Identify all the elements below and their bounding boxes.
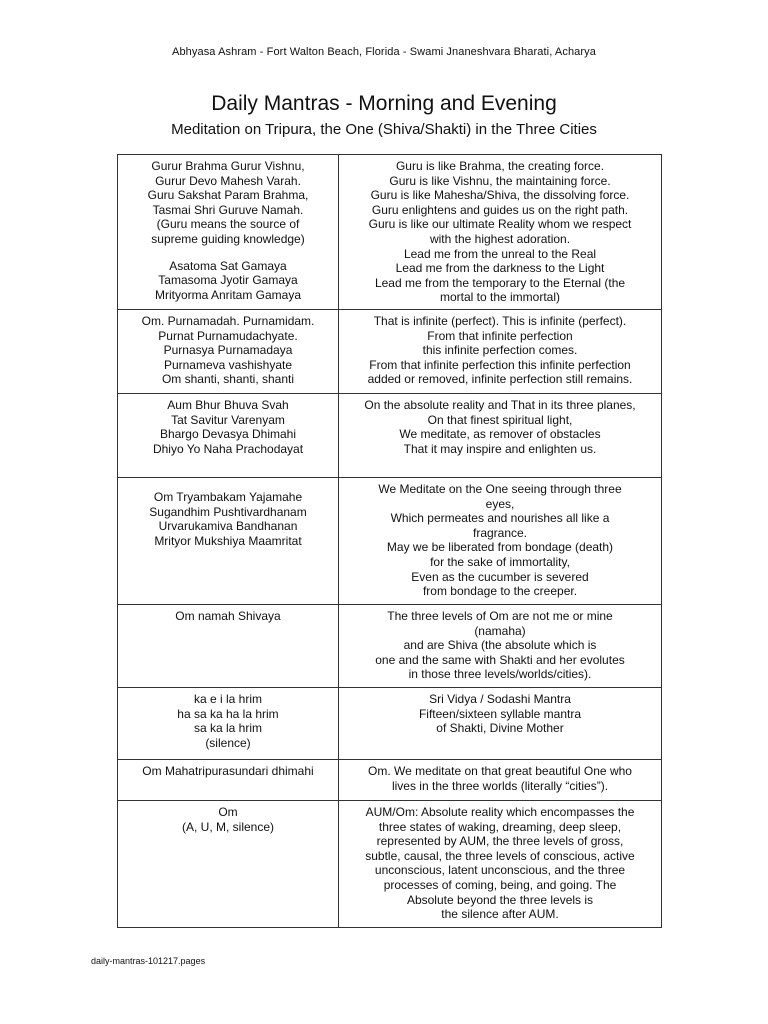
sanskrit-line: Asatoma Sat Gamaya <box>169 258 287 273</box>
sanskrit-line: Om Mahatripurasundari dhimahi <box>142 764 314 778</box>
sanskrit-line: (silence) <box>205 735 251 750</box>
translation-line: AUM/Om: Absolute reality which encompasses the <box>365 805 635 819</box>
sanskrit-line: Gurur Brahma Gurur Vishnu, <box>151 159 305 173</box>
translation-line: with the highest adoration. <box>429 231 571 246</box>
sanskrit-line: Sugandhim Pushtivardhanam <box>149 504 307 519</box>
table-row <box>118 310 662 394</box>
sanskrit-line: ha sa ka ha la hrim <box>177 706 279 721</box>
translation-line: Guru is like Vishnu, the maintaining force. <box>389 173 611 188</box>
translation-line: Guru is like Brahma, the creating force. <box>395 159 605 173</box>
translation-line: eyes, <box>485 496 515 511</box>
translation-line: (namaha) <box>474 623 526 638</box>
translation-line: That it may inspire and enlighten us. <box>403 441 597 456</box>
sanskrit-cell <box>118 605 339 688</box>
sanskrit-line: Om namah Shivaya <box>175 609 281 623</box>
sanskrit-line: Om Tryambakam Yajamahe <box>153 490 303 504</box>
table-row <box>118 155 662 310</box>
table-row <box>118 760 662 801</box>
translation-line: Lead me from the temporary to the Eternal (the <box>374 275 626 290</box>
sanskrit-line: Mrityor Mukshiya Maamritat <box>154 533 302 548</box>
translation-line: Absolute beyond the three levels is <box>406 892 594 907</box>
translation-cell <box>339 760 662 801</box>
sanskrit-cell <box>118 760 339 801</box>
sanskrit-line: Om shanti, shanti, shanti <box>161 372 295 387</box>
translation-cell <box>339 394 662 478</box>
sanskrit-line: Gurur Devo Mahesh Varah. <box>155 173 301 188</box>
line-gap <box>124 247 332 259</box>
sanskrit-cell <box>118 310 339 394</box>
sanskrit-line: supreme guiding knowledge) <box>151 231 305 246</box>
translation-line: from bondage to the creeper. <box>422 584 578 599</box>
translation-line: mortal to the immortal) <box>439 290 561 305</box>
translation-line: one and the same with Shakti and her evolutes <box>375 652 625 667</box>
translation-cell <box>339 688 662 760</box>
sanskrit-line: Purnasya Purnamadaya <box>163 343 293 358</box>
translation-line: We meditate, as remover of obstacles <box>399 427 601 442</box>
sanskrit-line: Om <box>218 805 238 819</box>
table-row <box>118 801 662 928</box>
translation-cell <box>339 478 662 605</box>
translation-line: Guru enlightens and guides us on the right path. <box>371 202 629 217</box>
page-header: Abhyasa Ashram - Fort Walton Beach, Florida - Swami Jnaneshvara Bharati, Acharya <box>172 46 596 58</box>
page-subtitle: Meditation on Tripura, the One (Shiva/Shakti) in the Three Cities <box>171 121 597 138</box>
translation-line: On the absolute reality and That in its three planes, <box>364 398 636 412</box>
translation-line: May we be liberated from bondage (death) <box>386 540 614 555</box>
translation-line: Lead me from the darkness to the Light <box>395 261 605 276</box>
translation-line: unconscious, latent unconscious, and the three <box>374 863 626 878</box>
table-row <box>118 394 662 478</box>
translation-line: lives in the three worlds (literally “cities”). <box>391 778 609 793</box>
translation-line: subtle, causal, the three levels of conscious, active <box>365 848 635 863</box>
translation-line: represented by AUM, the three levels of gross, <box>376 834 624 849</box>
table-row <box>118 605 662 688</box>
translation-line: On that finest spiritual light, <box>427 412 573 427</box>
translation-line: of Shakti, Divine Mother <box>436 721 564 736</box>
translation-line: Guru is like Mahesha/Shiva, the dissolving force. <box>370 188 630 203</box>
sanskrit-cell <box>118 688 339 760</box>
translation-line: From that infinite perfection this infinite perfection <box>369 357 631 372</box>
sanskrit-line: Tat Savitur Varenyam <box>171 412 285 427</box>
sanskrit-cell <box>118 155 339 310</box>
sanskrit-line: Dhiyo Yo Naha Prachodayat <box>152 441 304 456</box>
sanskrit-line: ka e i la hrim <box>193 692 263 706</box>
translation-line: Sri Vidya / Sodashi Mantra <box>429 692 571 706</box>
sanskrit-cell <box>118 801 339 928</box>
translation-cell <box>339 310 662 394</box>
translation-line: The three levels of Om are not me or mine <box>387 609 613 623</box>
sanskrit-line: Purnat Purnamudachyate. <box>158 328 298 343</box>
page-title: Daily Mantras - Morning and Evening <box>211 92 557 115</box>
sanskrit-cell <box>118 394 339 478</box>
translation-line: for the sake of immortality, <box>430 554 570 569</box>
translation-line: this infinite perfection comes. <box>422 343 578 358</box>
translation-line: Which permeates and nourishes all like a <box>390 511 610 526</box>
translation-line: Even as the cucumber is severed <box>411 569 589 584</box>
translation-line: the silence after AUM. <box>441 907 559 922</box>
translation-line: Om. We meditate on that great beautiful One who <box>368 764 632 778</box>
translation-cell <box>339 605 662 688</box>
sanskrit-line: Mrityorma Anritam Gamaya <box>154 287 302 302</box>
table-row <box>118 478 662 605</box>
translation-line: fragrance. <box>472 525 528 540</box>
translation-line: Guru is like our ultimate Reality whom we respect <box>368 217 632 232</box>
sanskrit-line: Aum Bhur Bhuva Svah <box>167 398 289 412</box>
sanskrit-cell <box>118 478 339 605</box>
translation-line: That is infinite (perfect). This is infinite (perfect). <box>373 314 627 328</box>
table-row <box>118 688 662 760</box>
translation-line: Fifteen/sixteen syllable mantra <box>418 706 582 721</box>
translation-line: added or removed, infinite perfection still remains. <box>367 372 633 387</box>
translation-cell <box>339 801 662 928</box>
translation-cell <box>339 155 662 310</box>
sanskrit-line: (Guru means the source of <box>156 217 300 232</box>
sanskrit-line: sa ka la hrim <box>193 721 263 736</box>
translation-line: three states of waking, dreaming, deep sleep, <box>378 819 622 834</box>
mantra-table <box>117 154 662 928</box>
page-footer: daily-mantras-101217.pages <box>91 956 206 966</box>
translation-line: Lead me from the unreal to the Real <box>403 246 597 261</box>
translation-line: processes of coming, being, and going. The <box>383 877 617 892</box>
translation-line: and are Shiva (the absolute which is <box>403 638 597 653</box>
sanskrit-line: Bhargo Devasya Dhimahi <box>159 427 297 442</box>
sanskrit-line: Tasmai Shri Guruve Namah. <box>152 202 304 217</box>
translation-line: From that infinite perfection <box>427 328 573 343</box>
translation-line: We Meditate on the One seeing through three <box>378 482 622 496</box>
sanskrit-line: Tamasoma Jyotir Gamaya <box>158 273 298 288</box>
sanskrit-line: Om. Purnamadah. Purnamidam. <box>141 314 315 328</box>
translation-line: in those three levels/worlds/cities). <box>408 667 592 682</box>
sanskrit-line: Purnameva vashishyate <box>163 357 293 372</box>
sanskrit-line: Urvarukamiva Bandhanan <box>158 519 298 534</box>
sanskrit-line: Guru Sakshat Param Brahma, <box>147 188 309 203</box>
sanskrit-line: (A, U, M, silence) <box>181 819 274 834</box>
